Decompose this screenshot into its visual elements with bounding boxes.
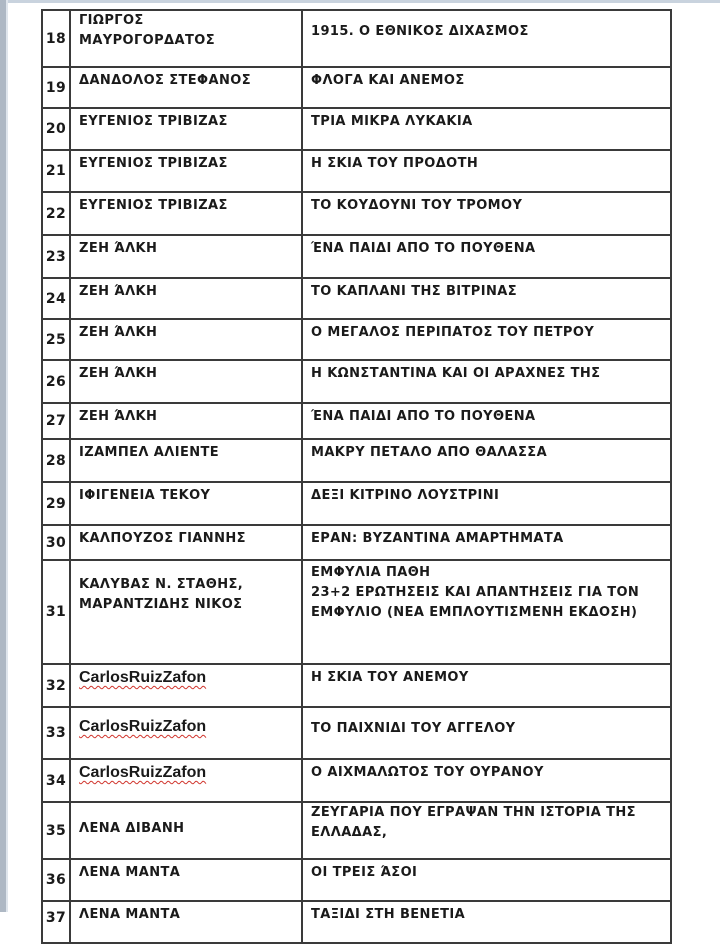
table-row <box>42 235 671 278</box>
title-cell[interactable]: ΤΡΙΑ ΜΙΚΡΑ ΛΥΚΑΚΙΑ <box>302 108 671 150</box>
table-row <box>42 482 671 525</box>
table-row <box>42 664 671 707</box>
table-row <box>42 67 671 108</box>
row-number: 34 <box>42 759 70 802</box>
table-row <box>42 901 671 943</box>
title-cell[interactable]: ΕΡΑΝ: ΒΥΖΑΝΤΙΝΑ ΑΜΑΡΤΗΜΑΤΑ <box>302 525 671 560</box>
title-cell[interactable]: ΖΕΥΓΑΡΙΑ ΠΟΥ ΕΓΡΑΨΑΝ ΤΗΝ ΙΣΤΟΡΙΑ ΤΗΣ ΕΛΛΑΔΑΣ, <box>302 802 671 859</box>
author-latin-text: CarlosRuizZafon <box>79 764 207 781</box>
table-row <box>42 360 671 403</box>
title-cell[interactable]: ΤΟ ΠΑΙΧΝΙΔΙ ΤΟΥ ΑΓΓΕΛΟΥ <box>302 707 671 759</box>
author-cell[interactable]: ΛΕΝΑ ΜΑΝΤΑ <box>70 859 302 901</box>
window-left-edge-highlight <box>6 0 8 912</box>
row-number: 24 <box>42 278 70 319</box>
table-row <box>42 319 671 360</box>
table-row <box>42 560 671 664</box>
title-cell[interactable]: ΔΕΞΙ ΚΙΤΡΙΝΟ ΛΟΥΣΤΡΙΝΙ <box>302 482 671 525</box>
author-cell[interactable]: ΓΙΩΡΓΟΣ ΜΑΥΡΟΓΟΡΔΑΤΟΣ <box>70 10 302 67</box>
author-cell[interactable] <box>70 707 302 759</box>
table-row <box>42 707 671 759</box>
title-cell[interactable]: ΈΝΑ ΠΑΙΔΙ ΑΠΟ ΤΟ ΠΟΥΘΕΝΑ <box>302 235 671 278</box>
row-number: 31 <box>42 560 70 664</box>
title-cell[interactable]: 1915. Ο ΕΘΝΙΚΟΣ ΔΙΧΑΣΜΟΣ <box>302 10 671 67</box>
table-row <box>42 403 671 439</box>
table-row <box>42 759 671 802</box>
title-cell[interactable]: Η ΚΩΝΣΤΑΝΤΙΝΑ ΚΑΙ ΟΙ ΑΡΑΧΝΕΣ ΤΗΣ <box>302 360 671 403</box>
row-number: 26 <box>42 360 70 403</box>
table-row <box>42 150 671 192</box>
row-number: 37 <box>42 901 70 943</box>
author-cell[interactable] <box>70 759 302 802</box>
table-row <box>42 859 671 901</box>
author-latin-text: CarlosRuizZafon <box>79 669 207 686</box>
title-cell[interactable]: ΤΟ ΚΑΠΛΑΝΙ ΤΗΣ ΒΙΤΡΙΝΑΣ <box>302 278 671 319</box>
row-number: 23 <box>42 235 70 278</box>
author-cell[interactable]: ΕΥΓΕΝΙΟΣ ΤΡΙΒΙΖΑΣ <box>70 150 302 192</box>
table-row <box>42 192 671 235</box>
row-number: 27 <box>42 403 70 439</box>
title-cell[interactable]: ΈΝΑ ΠΑΙΔΙ ΑΠΟ ΤΟ ΠΟΥΘΕΝΑ <box>302 403 671 439</box>
title-cell[interactable]: ΕΜΦΥΛΙΑ ΠΑΘΗ 23+2 ΕΡΩΤΗΣΕΙΣ ΚΑΙ ΑΠΑΝΤΗΣΕΙΣ ΓΙΑ ΤΟΝ ΕΜΦΥΛΙΟ (ΝΕΑ ΕΜΠΛΟΥΤΙΣΜΕΝΗ ΕΚΔΟΣΗ) <box>302 560 671 664</box>
row-number: 29 <box>42 482 70 525</box>
table-row <box>42 108 671 150</box>
table-row <box>42 525 671 560</box>
author-cell[interactable]: ΖΕΗ ΆΛΚΗ <box>70 235 302 278</box>
table-row <box>42 278 671 319</box>
title-cell[interactable]: Η ΣΚΙΑ ΤΟΥ ΑΝΕΜΟΥ <box>302 664 671 707</box>
author-cell[interactable]: ΕΥΓΕΝΙΟΣ ΤΡΙΒΙΖΑΣ <box>70 192 302 235</box>
title-cell[interactable]: Η ΣΚΙΑ ΤΟΥ ΠΡΟΔΟΤΗ <box>302 150 671 192</box>
title-cell[interactable]: ΤΑΞΙΔΙ ΣΤΗ ΒΕΝΕΤΙΑ <box>302 901 671 943</box>
author-cell[interactable]: ΛΕΝΑ ΜΑΝΤΑ <box>70 901 302 943</box>
author-cell[interactable]: ΚΑΛΥΒΑΣ Ν. ΣΤΑΘΗΣ, ΜΑΡΑΝΤΖΙΔΗΣ ΝΙΚΟΣ <box>70 560 302 664</box>
author-cell[interactable]: ΛΕΝΑ ΔΙΒΑΝΗ <box>70 802 302 859</box>
author-cell[interactable]: ΔΑΝΔΟΛΟΣ ΣΤΕΦΑΝΟΣ <box>70 67 302 108</box>
table-row <box>42 439 671 482</box>
author-cell[interactable]: ΚΑΛΠΟΥΖΟΣ ΓΙΑΝΝΗΣ <box>70 525 302 560</box>
author-cell[interactable]: ΖΕΗ ΆΛΚΗ <box>70 360 302 403</box>
author-cell[interactable]: ΖΕΗ ΆΛΚΗ <box>70 319 302 360</box>
title-cell[interactable]: ΦΛΟΓΑ ΚΑΙ ΑΝΕΜΟΣ <box>302 67 671 108</box>
author-cell[interactable]: ΖΕΗ ΆΛΚΗ <box>70 403 302 439</box>
row-number: 22 <box>42 192 70 235</box>
row-number: 25 <box>42 319 70 360</box>
author-cell[interactable]: ΙΖΑΜΠΕΛ ΑΛΙΕΝΤΕ <box>70 439 302 482</box>
row-number: 30 <box>42 525 70 560</box>
title-cell[interactable]: ΤΟ ΚΟΥΔΟΥΝΙ ΤΟΥ ΤΡΟΜΟΥ <box>302 192 671 235</box>
author-cell[interactable]: ΕΥΓΕΝΙΟΣ ΤΡΙΒΙΖΑΣ <box>70 108 302 150</box>
title-cell[interactable]: Ο ΑΙΧΜΑΛΩΤΟΣ ΤΟΥ ΟΥΡΑΝΟΥ <box>302 759 671 802</box>
author-latin-text: CarlosRuizZafon <box>79 718 207 735</box>
row-number: 35 <box>42 802 70 859</box>
row-number: 36 <box>42 859 70 901</box>
row-number: 32 <box>42 664 70 707</box>
row-number: 33 <box>42 707 70 759</box>
author-cell[interactable]: ΖΕΗ ΆΛΚΗ <box>70 278 302 319</box>
row-number: 28 <box>42 439 70 482</box>
table-row <box>42 802 671 859</box>
row-number: 18 <box>42 10 70 67</box>
row-number: 21 <box>42 150 70 192</box>
author-cell[interactable]: ΙΦΙΓΕΝΕΙΑ ΤΕΚΟΥ <box>70 482 302 525</box>
title-cell[interactable]: ΟΙ ΤΡΕΙΣ ΆΣΟΙ <box>302 859 671 901</box>
title-cell[interactable]: ΜΑΚΡΥ ΠΕΤΑΛΟ ΑΠΟ ΘΑΛΑΣΣΑ <box>302 439 671 482</box>
row-number: 19 <box>42 67 70 108</box>
row-number: 20 <box>42 108 70 150</box>
window-top-edge <box>0 0 720 3</box>
title-cell[interactable]: Ο ΜΕΓΑΛΟΣ ΠΕΡΙΠΑΤΟΣ ΤΟΥ ΠΕΤΡΟΥ <box>302 319 671 360</box>
table-row <box>42 10 671 67</box>
author-cell[interactable] <box>70 664 302 707</box>
books-table <box>41 9 672 944</box>
